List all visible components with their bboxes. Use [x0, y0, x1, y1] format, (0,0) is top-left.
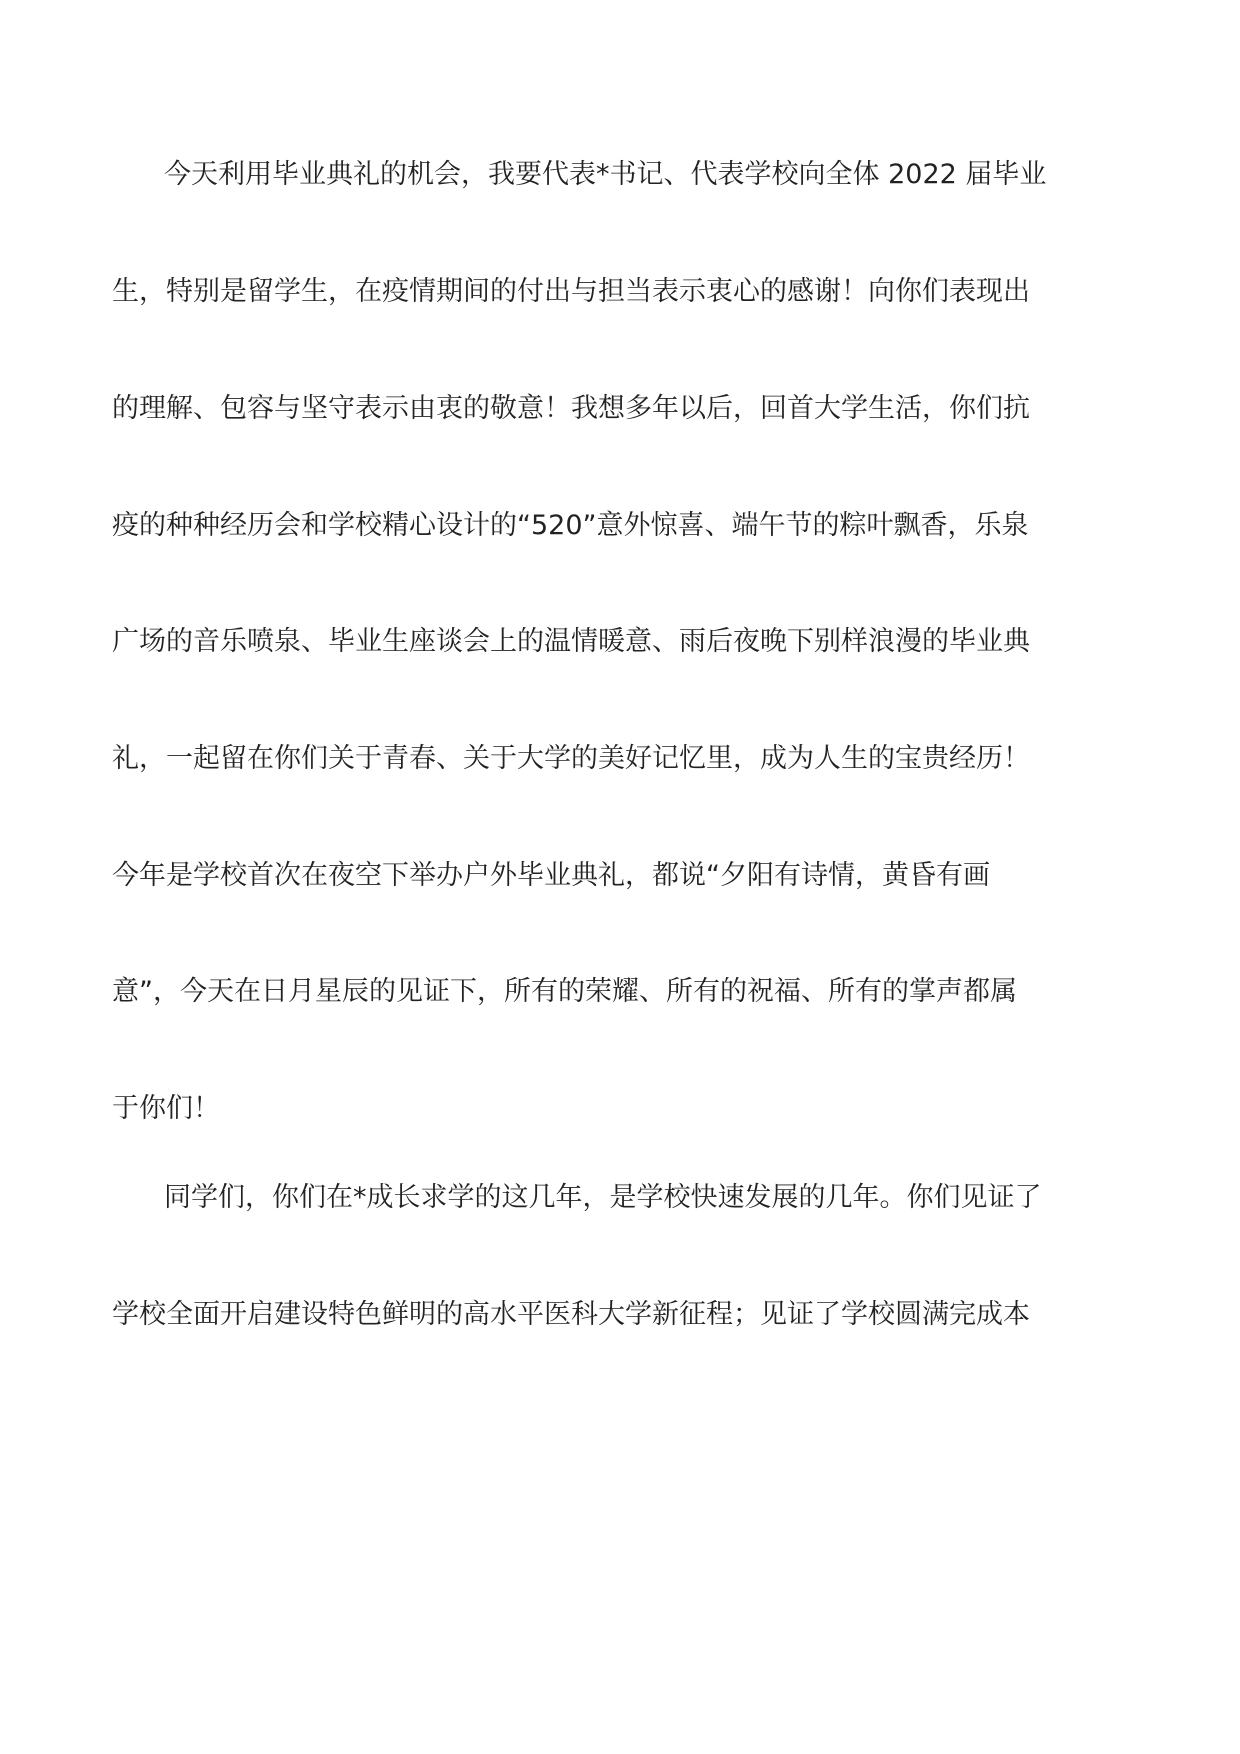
paragraph-1-line-1: 今天利用毕业典礼的机会，我要代表*书记、代表学校向全体 2022 届毕业 [164, 159, 1047, 190]
paragraph-1-line-6: 礼，一起留在你们关于青春、关于大学的美好记忆里，成为人生的宝贵经历！ [112, 743, 1030, 774]
paragraph-2-line-2: 学校全面开启建设特色鲜明的高水平医科大学新征程；见证了学校圆满完成本 [112, 1299, 1030, 1330]
paragraph-2-line-1: 同学们，你们在*成长求学的这几年，是学校快速发展的几年。你们见证了 [164, 1182, 1042, 1213]
paragraph-1-line-5: 广场的音乐喷泉、毕业生座谈会上的温情暖意、雨后夜晚下别样浪漫的毕业典 [112, 626, 1030, 657]
paragraph-1-line-9: 于你们！ [112, 1093, 220, 1124]
paragraph-1-line-2: 生，特别是留学生，在疫情期间的付出与担当表示衷心的感谢！向你们表现出 [112, 276, 1030, 307]
paragraph-1-line-8: 意”，今天在日月星辰的见证下，所有的荣耀、所有的祝福、所有的掌声都属 [112, 976, 1017, 1007]
paragraph-1-line-7: 今年是学校首次在夜空下举办户外毕业典礼，都说“夕阳有诗情，黄昏有画 [112, 860, 990, 891]
paragraph-1-line-4: 疫的种种经历会和学校精心设计的“520”意外惊喜、端午节的粽叶飘香，乐泉 [112, 510, 1029, 541]
paragraph-1-line-3: 的理解、包容与坚守表示由衷的敬意！我想多年以后，回首大学生活，你们抗 [112, 393, 1030, 424]
